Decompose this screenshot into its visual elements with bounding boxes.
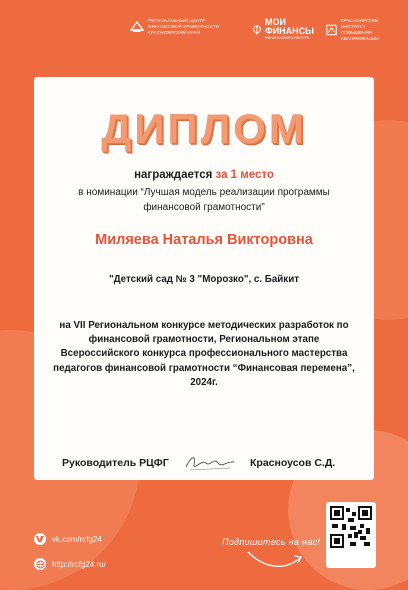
vk-icon xyxy=(34,533,46,545)
moi-finansy-logo-icon xyxy=(252,21,262,39)
institute-logo-line: ИНСТИТУТ xyxy=(340,24,366,29)
vk-link[interactable] xyxy=(34,533,102,545)
rcfg-logo-line: ФИНАНСОВОЙ ГРАМОТНОСТИ xyxy=(148,24,220,29)
institute-logo-line: ПОВЫШЕНИЯ КВАЛИФИКАЦИИ xyxy=(340,30,379,41)
awarded-line xyxy=(34,169,374,181)
contest-text: на VII Региональном конкурсе методических разработок по финансовой грамотности, Региональном этапе Всероссийского конкурса профессионального мастерства педагогов финансовой грамотности “Финансовая перемена”, 2024г. xyxy=(53,320,355,388)
signature-icon xyxy=(184,451,236,475)
moi-finansy-line: МОИ xyxy=(265,17,286,27)
header-logos xyxy=(130,18,388,46)
nomination-text: в номинации “Лучшая модель реализации программы финансовой грамотности” xyxy=(78,187,330,213)
institute-logo-line: КРАСНОЯРСКИЙ xyxy=(340,18,379,23)
recipient-name: Миляева Наталья Викторовна xyxy=(95,232,313,248)
rcfg-logo-line: РЕГИОНАЛЬНЫЙ ЦЕНТР xyxy=(148,18,206,23)
arrow-icon xyxy=(246,548,306,570)
globe-icon xyxy=(34,558,46,570)
rcfg-logo-line: КРАСНОЯРСКИЙ КРАЙ xyxy=(148,30,201,35)
website-link-text: http://rcfg24.ru/ xyxy=(52,559,106,569)
moi-finansy-logo xyxy=(252,18,314,41)
moi-finansy-line: ФИНАНСЫ xyxy=(265,26,314,36)
moi-finansy-sub: ФИНАНСОВАЯ КУЛЬТУРА xyxy=(265,36,310,40)
signature-row xyxy=(34,457,374,471)
subscribe-text: Подпишитесь на нас! xyxy=(222,537,321,547)
qr-code-icon xyxy=(330,506,372,548)
signer-name: Красноусов С.Д. xyxy=(250,457,336,469)
organization-text: "Детский сад № 3 "Морозко", с. Байкит xyxy=(108,274,300,285)
diploma-title: ДИПЛОМ xyxy=(101,105,307,152)
rcfg-logo xyxy=(130,18,245,36)
diploma-card xyxy=(34,77,374,480)
website-link[interactable] xyxy=(34,558,106,570)
vk-link-text: vk.com/rcfg24 xyxy=(52,534,102,544)
qr-code[interactable] xyxy=(326,502,376,568)
institute-logo-icon xyxy=(326,23,337,37)
awarded-text: награждается xyxy=(134,169,213,181)
institute-logo xyxy=(326,18,396,42)
signer-role: Руководитель РЦФГ xyxy=(62,457,169,469)
place-text: за 1 место xyxy=(215,169,274,181)
rcfg-logo-icon xyxy=(130,20,144,34)
